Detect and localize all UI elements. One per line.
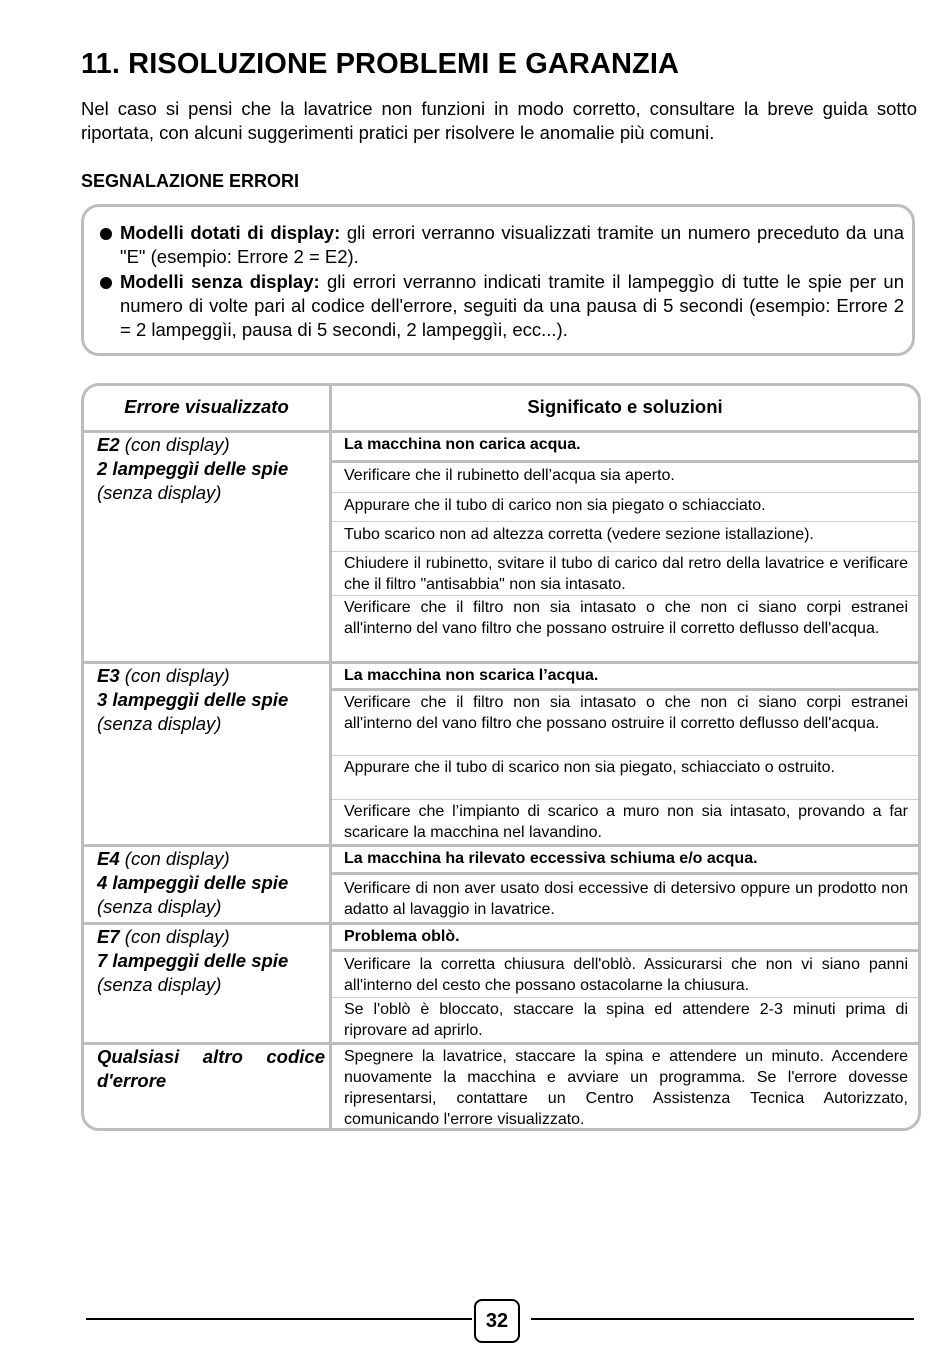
bullet-text [100, 221, 904, 269]
solution-row: Verificare che l’impianto di scarico a muro non sia intasato, provando a far scaricare la macchina nel lavandino. [344, 803, 908, 841]
solution-row: Tubo scarico non ad altezza corretta (vedere sezione istallazione). [332, 522, 918, 552]
error-table [81, 383, 921, 1131]
problem-row: Problema oblò. [332, 925, 918, 952]
error-code-e7: E7 (con display) 7 lampeggìi delle spie (senza display) [97, 926, 289, 995]
section-heading: SEGNALAZIONE ERRORI [81, 171, 300, 191]
header-error-displayed: Errore visualizzato [124, 396, 289, 417]
bullet-label: Modelli dotati di display: [120, 222, 341, 243]
info-box [81, 204, 915, 356]
footer-rule-left [86, 1318, 472, 1320]
page-title: 11. RISOLUZIONE PROBLEMI E GARANZIA [81, 48, 680, 80]
footer-rule-right [531, 1318, 914, 1320]
solution-row: Verificare che il filtro non sia intasato o che non ci siano corpi estranei all'interno del vano filtro che possano ostruire il corretto deflusso dell'acqua. [332, 691, 918, 756]
solution-row: Chiudere il rubinetto, svitare il tubo di carico dal retro della lavatrice e verificare che il filtro "antisabbia" non sia intasato. [332, 552, 918, 596]
solution-row: Spegnere la lavatrice, staccare la spina e attendere un minuto. Accendere nuovamente la macchina e avviare un programma. Se l'errore dovesse ripresentarsi, contattare un Centro Assistenza Tecnica Autorizzato, comunicando l'errore visualizzato. [344, 1048, 908, 1128]
problem-row: La macchina ha rilevato eccessiva schiuma e/o acqua. [332, 847, 918, 875]
error-code-e3: E3 (con display) 3 lampeggìi delle spie (senza display) [97, 665, 289, 734]
bullet-dot-icon [100, 277, 112, 289]
error-code-other: Qualsiasi altro codice d'errore [97, 1046, 325, 1091]
solution-row: Appurare che il tubo di carico non sia piegato o schiacciato. [332, 493, 918, 522]
solution-row: Appurare che il tubo di scarico non sia piegato, schiacciato o ostruito. [332, 756, 918, 800]
bullet-dot-icon [100, 228, 112, 240]
error-code-e4: E4 (con display) 4 lampeggìi delle spie (senza display) [97, 848, 289, 917]
solution-row: Verificare che il filtro non sia intasato o che non ci siano corpi estranei all'interno del vano filtro che possano ostruire il corretto deflusso dell'acqua. [344, 599, 908, 637]
bullet-label: Modelli senza display: [120, 271, 320, 292]
solution-row: Verificare di non aver usato dosi eccessive di detersivo oppure un prodotto non adatto al lavaggio in lavatrice. [344, 880, 908, 918]
header-meaning-solutions: Significato e soluzioni [527, 396, 723, 417]
bullet-text [100, 270, 904, 342]
page-number: 32 [474, 1299, 520, 1343]
problem-row: La macchina non scarica l’acqua. [332, 664, 918, 691]
bullet-body: gli errori verranno indicati tramite il lampeggìo di tutte le spie per un numero di volte pari al codice dell'errore, seguiti da una pausa di 5 secondi (esempio: Errore 2 = 2 lampeggìi, pausa di 5 secondi, 2 lampeggìi, ecc...). [120, 271, 904, 340]
solution-row: Verificare la corretta chiusura dell'oblò. Assicurarsi che non vi siano panni all'interno del cesto che possano ostacolarne la chiusura. [332, 952, 918, 998]
bullet-display-models [100, 221, 904, 269]
problem-row: La macchina non carica acqua. [332, 433, 918, 463]
solution-row: Se l'oblò è bloccato, staccare la spina ed attendere 2-3 minuti prima di riprovare ad aprirlo. [344, 1001, 908, 1039]
bullet-body: gli errori verranno visualizzati tramite un numero preceduto da una "E" (esempio: Errore 2 = E2). [120, 222, 904, 267]
bullet-no-display-models [100, 270, 904, 342]
error-code-e2: E2 (con display) 2 lampeggìi delle spie (senza display) [97, 434, 289, 503]
intro-paragraph: Nel caso si pensi che la lavatrice non funzioni in modo corretto, consultare la breve guida sotto riportata, con alcuni suggerimenti pratici per risolvere le anomalie più comuni. [81, 98, 917, 143]
solution-row: Verificare che il rubinetto dell’acqua sia aperto. [332, 463, 918, 493]
